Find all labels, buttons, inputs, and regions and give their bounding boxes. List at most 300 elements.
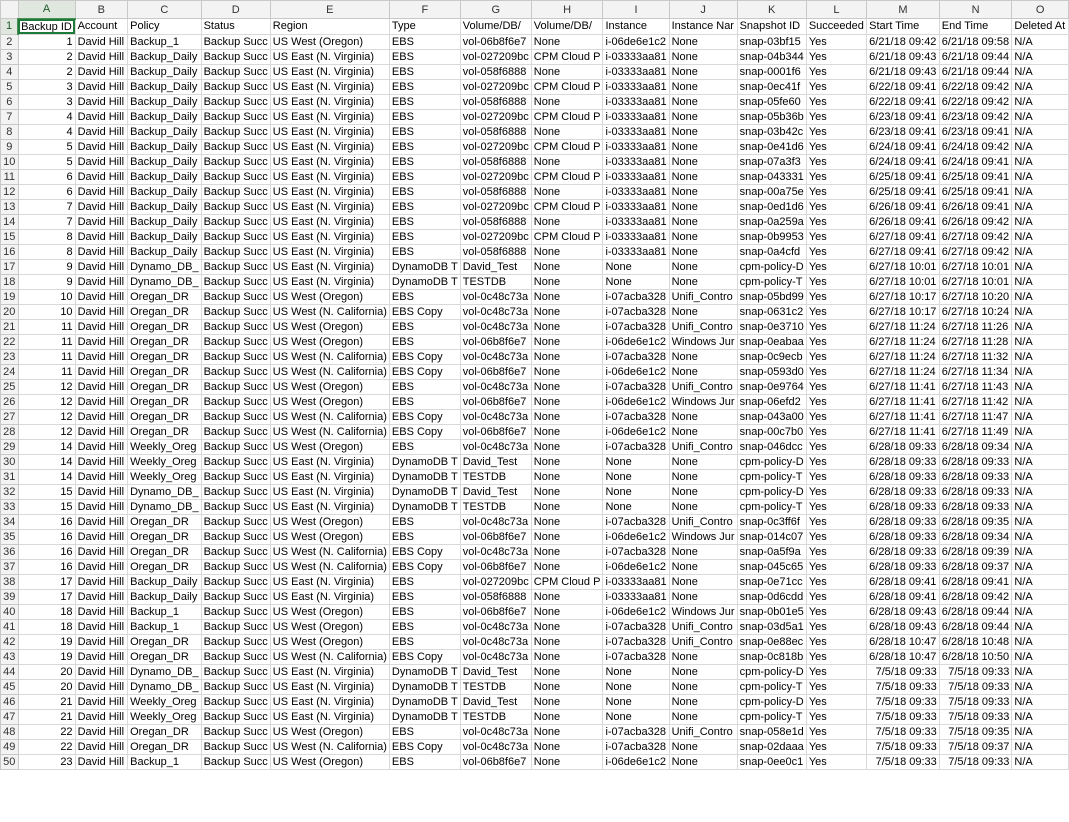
cell-m13[interactable]: 6/26/18 09:41 xyxy=(867,199,940,214)
row-header[interactable]: 11 xyxy=(1,169,19,184)
cell-m34[interactable]: 6/28/18 09:33 xyxy=(867,514,940,529)
cell-m43[interactable]: 6/28/18 10:47 xyxy=(867,649,940,664)
cell-f35[interactable]: EBS xyxy=(389,529,460,544)
cell-e44[interactable]: US East (N. Virginia) xyxy=(270,664,389,679)
cell-j23[interactable]: None xyxy=(669,349,737,364)
cell-h3[interactable]: CPM Cloud P xyxy=(531,49,603,64)
cell-o9[interactable]: N/A xyxy=(1012,139,1069,154)
cell-a37[interactable]: 16 xyxy=(18,559,75,574)
cell-a18[interactable]: 9 xyxy=(18,274,75,289)
row-header[interactable]: 12 xyxy=(1,184,19,199)
cell-o26[interactable]: N/A xyxy=(1012,394,1069,409)
row-header[interactable]: 43 xyxy=(1,649,19,664)
cell-n26[interactable]: 6/27/18 11:42 xyxy=(939,394,1012,409)
cell-i48[interactable]: i-07acba328 xyxy=(603,724,669,739)
cell-n23[interactable]: 6/27/18 11:32 xyxy=(939,349,1012,364)
cell-b38[interactable]: David Hill xyxy=(75,574,128,589)
cell-h17[interactable]: None xyxy=(531,259,603,274)
row-header[interactable]: 47 xyxy=(1,709,19,724)
cell-o22[interactable]: N/A xyxy=(1012,334,1069,349)
cell-a39[interactable]: 17 xyxy=(18,589,75,604)
cell-l26[interactable]: Yes xyxy=(806,394,866,409)
cell-g31[interactable]: TESTDB xyxy=(460,469,531,484)
cell-m11[interactable]: 6/25/18 09:41 xyxy=(867,169,940,184)
cell-f31[interactable]: DynamoDB T xyxy=(389,469,460,484)
cell-f50[interactable]: EBS xyxy=(389,754,460,769)
cell-d24[interactable]: Backup Succ xyxy=(201,364,270,379)
cell-k31[interactable]: cpm-policy-T xyxy=(737,469,806,484)
cell-d15[interactable]: Backup Succ xyxy=(201,229,270,244)
cell-h9[interactable]: CPM Cloud P xyxy=(531,139,603,154)
cell-k2[interactable]: snap-03bf15 xyxy=(737,34,806,49)
cell-a27[interactable]: 12 xyxy=(18,409,75,424)
cell-j34[interactable]: Unifi_Contro xyxy=(669,514,737,529)
cell-h40[interactable]: None xyxy=(531,604,603,619)
cell-i14[interactable]: i-03333aa81 xyxy=(603,214,669,229)
cell-i11[interactable]: i-03333aa81 xyxy=(603,169,669,184)
row-header[interactable]: 15 xyxy=(1,229,19,244)
cell-e20[interactable]: US West (N. California) xyxy=(270,304,389,319)
cell-f34[interactable]: EBS xyxy=(389,514,460,529)
cell-b21[interactable]: David Hill xyxy=(75,319,128,334)
cell-d40[interactable]: Backup Succ xyxy=(201,604,270,619)
cell-h8[interactable]: None xyxy=(531,124,603,139)
cell-e38[interactable]: US East (N. Virginia) xyxy=(270,574,389,589)
cell-f10[interactable]: EBS xyxy=(389,154,460,169)
cell-j39[interactable]: None xyxy=(669,589,737,604)
cell-g13[interactable]: vol-027209bc xyxy=(460,199,531,214)
cell-a14[interactable]: 7 xyxy=(18,214,75,229)
cell-m42[interactable]: 6/28/18 10:47 xyxy=(867,634,940,649)
cell-o4[interactable]: N/A xyxy=(1012,64,1069,79)
cell-b35[interactable]: David Hill xyxy=(75,529,128,544)
cell-c44[interactable]: Dynamo_DB_ xyxy=(128,664,201,679)
cell-b19[interactable]: David Hill xyxy=(75,289,128,304)
cell-c2[interactable]: Backup_1 xyxy=(128,34,201,49)
cell-h48[interactable]: None xyxy=(531,724,603,739)
cell-a42[interactable]: 19 xyxy=(18,634,75,649)
cell-c28[interactable]: Oregan_DR xyxy=(128,424,201,439)
cell-l23[interactable]: Yes xyxy=(806,349,866,364)
cell-k16[interactable]: snap-0a4cfd xyxy=(737,244,806,259)
cell-a16[interactable]: 8 xyxy=(18,244,75,259)
row-header[interactable]: 5 xyxy=(1,79,19,94)
cell-i12[interactable]: i-03333aa81 xyxy=(603,184,669,199)
cell-h24[interactable]: None xyxy=(531,364,603,379)
cell-b36[interactable]: David Hill xyxy=(75,544,128,559)
cell-o27[interactable]: N/A xyxy=(1012,409,1069,424)
cell-l2[interactable]: Yes xyxy=(806,34,866,49)
cell-i8[interactable]: i-03333aa81 xyxy=(603,124,669,139)
cell-o1[interactable]: Deleted At xyxy=(1012,19,1069,35)
cell-f44[interactable]: DynamoDB T xyxy=(389,664,460,679)
cell-n3[interactable]: 6/21/18 09:44 xyxy=(939,49,1012,64)
cell-f29[interactable]: EBS xyxy=(389,439,460,454)
cell-l16[interactable]: Yes xyxy=(806,244,866,259)
cell-e11[interactable]: US East (N. Virginia) xyxy=(270,169,389,184)
cell-j50[interactable]: None xyxy=(669,754,737,769)
row-header[interactable]: 26 xyxy=(1,394,19,409)
cell-d42[interactable]: Backup Succ xyxy=(201,634,270,649)
cell-j5[interactable]: None xyxy=(669,79,737,94)
cell-n34[interactable]: 6/28/18 09:35 xyxy=(939,514,1012,529)
column-header-m[interactable]: M xyxy=(867,1,940,19)
cell-c26[interactable]: Oregan_DR xyxy=(128,394,201,409)
cell-d36[interactable]: Backup Succ xyxy=(201,544,270,559)
cell-g7[interactable]: vol-027209bc xyxy=(460,109,531,124)
cell-f49[interactable]: EBS Copy xyxy=(389,739,460,754)
cell-b50[interactable]: David Hill xyxy=(75,754,128,769)
cell-i29[interactable]: i-07acba328 xyxy=(603,439,669,454)
cell-k24[interactable]: snap-0593d0 xyxy=(737,364,806,379)
cell-o24[interactable]: N/A xyxy=(1012,364,1069,379)
cell-h15[interactable]: CPM Cloud P xyxy=(531,229,603,244)
cell-a7[interactable]: 4 xyxy=(18,109,75,124)
cell-b37[interactable]: David Hill xyxy=(75,559,128,574)
cell-l30[interactable]: Yes xyxy=(806,454,866,469)
cell-c8[interactable]: Backup_Daily xyxy=(128,124,201,139)
cell-n40[interactable]: 6/28/18 09:44 xyxy=(939,604,1012,619)
cell-h30[interactable]: None xyxy=(531,454,603,469)
cell-e16[interactable]: US East (N. Virginia) xyxy=(270,244,389,259)
cell-f8[interactable]: EBS xyxy=(389,124,460,139)
cell-f23[interactable]: EBS Copy xyxy=(389,349,460,364)
cell-e5[interactable]: US East (N. Virginia) xyxy=(270,79,389,94)
cell-g23[interactable]: vol-0c48c73a xyxy=(460,349,531,364)
cell-m16[interactable]: 6/27/18 09:41 xyxy=(867,244,940,259)
cell-d1[interactable]: Status xyxy=(201,19,270,35)
cell-m19[interactable]: 6/27/18 10:17 xyxy=(867,289,940,304)
cell-a2[interactable]: 1 xyxy=(18,34,75,49)
cell-a47[interactable]: 21 xyxy=(18,709,75,724)
cell-o21[interactable]: N/A xyxy=(1012,319,1069,334)
cell-h43[interactable]: None xyxy=(531,649,603,664)
cell-o14[interactable]: N/A xyxy=(1012,214,1069,229)
cell-h42[interactable]: None xyxy=(531,634,603,649)
cell-j27[interactable]: None xyxy=(669,409,737,424)
cell-i6[interactable]: i-03333aa81 xyxy=(603,94,669,109)
cell-e50[interactable]: US West (Oregon) xyxy=(270,754,389,769)
cell-e29[interactable]: US West (Oregon) xyxy=(270,439,389,454)
cell-m35[interactable]: 6/28/18 09:33 xyxy=(867,529,940,544)
cell-j41[interactable]: Unifi_Contro xyxy=(669,619,737,634)
cell-h25[interactable]: None xyxy=(531,379,603,394)
cell-j7[interactable]: None xyxy=(669,109,737,124)
cell-o28[interactable]: N/A xyxy=(1012,424,1069,439)
cell-n4[interactable]: 6/21/18 09:44 xyxy=(939,64,1012,79)
cell-e41[interactable]: US West (Oregon) xyxy=(270,619,389,634)
cell-g2[interactable]: vol-06b8f6e7 xyxy=(460,34,531,49)
cell-l18[interactable]: Yes xyxy=(806,274,866,289)
cell-n1[interactable]: End Time xyxy=(939,19,1012,35)
row-header[interactable]: 31 xyxy=(1,469,19,484)
cell-j24[interactable]: None xyxy=(669,364,737,379)
cell-o44[interactable]: N/A xyxy=(1012,664,1069,679)
cell-n19[interactable]: 6/27/18 10:20 xyxy=(939,289,1012,304)
cell-f42[interactable]: EBS xyxy=(389,634,460,649)
cell-c25[interactable]: Oregan_DR xyxy=(128,379,201,394)
cell-g37[interactable]: vol-06b8f6e7 xyxy=(460,559,531,574)
cell-n35[interactable]: 6/28/18 09:34 xyxy=(939,529,1012,544)
cell-a12[interactable]: 6 xyxy=(18,184,75,199)
cell-n30[interactable]: 6/28/18 09:33 xyxy=(939,454,1012,469)
cell-k18[interactable]: cpm-policy-T xyxy=(737,274,806,289)
cell-i19[interactable]: i-07acba328 xyxy=(603,289,669,304)
cell-d46[interactable]: Backup Succ xyxy=(201,694,270,709)
cell-o46[interactable]: N/A xyxy=(1012,694,1069,709)
cell-d14[interactable]: Backup Succ xyxy=(201,214,270,229)
cell-n29[interactable]: 6/28/18 09:34 xyxy=(939,439,1012,454)
cell-c45[interactable]: Dynamo_DB_ xyxy=(128,679,201,694)
row-header[interactable]: 8 xyxy=(1,124,19,139)
cell-g22[interactable]: vol-06b8f6e7 xyxy=(460,334,531,349)
cell-h14[interactable]: None xyxy=(531,214,603,229)
cell-k38[interactable]: snap-0e71cc xyxy=(737,574,806,589)
row-header[interactable]: 7 xyxy=(1,109,19,124)
cell-i13[interactable]: i-03333aa81 xyxy=(603,199,669,214)
row-header[interactable]: 17 xyxy=(1,259,19,274)
cell-a4[interactable]: 2 xyxy=(18,64,75,79)
cell-d27[interactable]: Backup Succ xyxy=(201,409,270,424)
row-header[interactable]: 10 xyxy=(1,154,19,169)
cell-i34[interactable]: i-07acba328 xyxy=(603,514,669,529)
cell-m22[interactable]: 6/27/18 11:24 xyxy=(867,334,940,349)
cell-i45[interactable]: None xyxy=(603,679,669,694)
cell-o43[interactable]: N/A xyxy=(1012,649,1069,664)
cell-h12[interactable]: None xyxy=(531,184,603,199)
cell-k32[interactable]: cpm-policy-D xyxy=(737,484,806,499)
cell-b43[interactable]: David Hill xyxy=(75,649,128,664)
cell-o38[interactable]: N/A xyxy=(1012,574,1069,589)
cell-f27[interactable]: EBS Copy xyxy=(389,409,460,424)
cell-h23[interactable]: None xyxy=(531,349,603,364)
cell-e19[interactable]: US West (Oregon) xyxy=(270,289,389,304)
cell-o34[interactable]: N/A xyxy=(1012,514,1069,529)
cell-l29[interactable]: Yes xyxy=(806,439,866,454)
cell-k13[interactable]: snap-0ed1d6 xyxy=(737,199,806,214)
cell-e28[interactable]: US West (N. California) xyxy=(270,424,389,439)
cell-l1[interactable]: Succeeded xyxy=(806,19,866,35)
cell-c6[interactable]: Backup_Daily xyxy=(128,94,201,109)
cell-g28[interactable]: vol-06b8f6e7 xyxy=(460,424,531,439)
cell-j35[interactable]: Windows Jur xyxy=(669,529,737,544)
cell-h7[interactable]: CPM Cloud P xyxy=(531,109,603,124)
cell-j42[interactable]: Unifi_Contro xyxy=(669,634,737,649)
cell-j31[interactable]: None xyxy=(669,469,737,484)
cell-d9[interactable]: Backup Succ xyxy=(201,139,270,154)
column-header-c[interactable]: C xyxy=(128,1,201,19)
cell-j26[interactable]: Windows Jur xyxy=(669,394,737,409)
cell-m10[interactable]: 6/24/18 09:41 xyxy=(867,154,940,169)
cell-m20[interactable]: 6/27/18 10:17 xyxy=(867,304,940,319)
cell-i10[interactable]: i-03333aa81 xyxy=(603,154,669,169)
cell-b25[interactable]: David Hill xyxy=(75,379,128,394)
column-header-b[interactable]: B xyxy=(75,1,128,19)
cell-o40[interactable]: N/A xyxy=(1012,604,1069,619)
cell-k9[interactable]: snap-0e41d6 xyxy=(737,139,806,154)
cell-h38[interactable]: CPM Cloud P xyxy=(531,574,603,589)
column-header-e[interactable]: E xyxy=(270,1,389,19)
cell-n13[interactable]: 6/26/18 09:41 xyxy=(939,199,1012,214)
cell-j14[interactable]: None xyxy=(669,214,737,229)
cell-i43[interactable]: i-07acba328 xyxy=(603,649,669,664)
cell-o10[interactable]: N/A xyxy=(1012,154,1069,169)
cell-h20[interactable]: None xyxy=(531,304,603,319)
cell-c35[interactable]: Oregan_DR xyxy=(128,529,201,544)
cell-a46[interactable]: 21 xyxy=(18,694,75,709)
cell-d39[interactable]: Backup Succ xyxy=(201,589,270,604)
cell-b44[interactable]: David Hill xyxy=(75,664,128,679)
row-header[interactable]: 39 xyxy=(1,589,19,604)
row-header[interactable]: 9 xyxy=(1,139,19,154)
cell-j20[interactable]: None xyxy=(669,304,737,319)
cell-n33[interactable]: 6/28/18 09:33 xyxy=(939,499,1012,514)
cell-l25[interactable]: Yes xyxy=(806,379,866,394)
cell-g48[interactable]: vol-0c48c73a xyxy=(460,724,531,739)
cell-n41[interactable]: 6/28/18 09:44 xyxy=(939,619,1012,634)
cell-j48[interactable]: Unifi_Contro xyxy=(669,724,737,739)
cell-k3[interactable]: snap-04b344 xyxy=(737,49,806,64)
cell-b13[interactable]: David Hill xyxy=(75,199,128,214)
cell-c16[interactable]: Backup_Daily xyxy=(128,244,201,259)
cell-n39[interactable]: 6/28/18 09:42 xyxy=(939,589,1012,604)
cell-g12[interactable]: vol-058f6888 xyxy=(460,184,531,199)
cell-l27[interactable]: Yes xyxy=(806,409,866,424)
cell-m37[interactable]: 6/28/18 09:33 xyxy=(867,559,940,574)
row-header[interactable]: 38 xyxy=(1,574,19,589)
cell-c37[interactable]: Oregan_DR xyxy=(128,559,201,574)
cell-o32[interactable]: N/A xyxy=(1012,484,1069,499)
cell-h29[interactable]: None xyxy=(531,439,603,454)
cell-e45[interactable]: US East (N. Virginia) xyxy=(270,679,389,694)
cell-d8[interactable]: Backup Succ xyxy=(201,124,270,139)
cell-j44[interactable]: None xyxy=(669,664,737,679)
cell-g3[interactable]: vol-027209bc xyxy=(460,49,531,64)
cell-f14[interactable]: EBS xyxy=(389,214,460,229)
cell-n31[interactable]: 6/28/18 09:33 xyxy=(939,469,1012,484)
cell-e10[interactable]: US East (N. Virginia) xyxy=(270,154,389,169)
cell-g17[interactable]: David_Test xyxy=(460,259,531,274)
cell-m5[interactable]: 6/22/18 09:41 xyxy=(867,79,940,94)
column-header-l[interactable]: L xyxy=(806,1,866,19)
cell-c1[interactable]: Policy xyxy=(128,19,201,35)
cell-l36[interactable]: Yes xyxy=(806,544,866,559)
cell-d6[interactable]: Backup Succ xyxy=(201,94,270,109)
cell-h13[interactable]: CPM Cloud P xyxy=(531,199,603,214)
cell-g21[interactable]: vol-0c48c73a xyxy=(460,319,531,334)
cell-l4[interactable]: Yes xyxy=(806,64,866,79)
cell-i44[interactable]: None xyxy=(603,664,669,679)
cell-h6[interactable]: None xyxy=(531,94,603,109)
row-header[interactable]: 13 xyxy=(1,199,19,214)
cell-i22[interactable]: i-06de6e1c2 xyxy=(603,334,669,349)
cell-c15[interactable]: Backup_Daily xyxy=(128,229,201,244)
cell-i36[interactable]: i-07acba328 xyxy=(603,544,669,559)
cell-a21[interactable]: 11 xyxy=(18,319,75,334)
cell-l21[interactable]: Yes xyxy=(806,319,866,334)
row-header[interactable]: 3 xyxy=(1,49,19,64)
cell-l12[interactable]: Yes xyxy=(806,184,866,199)
row-header[interactable]: 50 xyxy=(1,754,19,769)
cell-o3[interactable]: N/A xyxy=(1012,49,1069,64)
cell-j21[interactable]: Unifi_Contro xyxy=(669,319,737,334)
cell-m47[interactable]: 7/5/18 09:33 xyxy=(867,709,940,724)
cell-k25[interactable]: snap-0e9764 xyxy=(737,379,806,394)
row-header[interactable]: 41 xyxy=(1,619,19,634)
cell-o41[interactable]: N/A xyxy=(1012,619,1069,634)
cell-l28[interactable]: Yes xyxy=(806,424,866,439)
cell-i24[interactable]: i-06de6e1c2 xyxy=(603,364,669,379)
cell-m6[interactable]: 6/22/18 09:41 xyxy=(867,94,940,109)
cell-g39[interactable]: vol-058f6888 xyxy=(460,589,531,604)
cell-f28[interactable]: EBS Copy xyxy=(389,424,460,439)
cell-f47[interactable]: DynamoDB T xyxy=(389,709,460,724)
cell-l50[interactable]: Yes xyxy=(806,754,866,769)
cell-k28[interactable]: snap-00c7b0 xyxy=(737,424,806,439)
cell-c20[interactable]: Oregan_DR xyxy=(128,304,201,319)
cell-j47[interactable]: None xyxy=(669,709,737,724)
cell-n50[interactable]: 7/5/18 09:33 xyxy=(939,754,1012,769)
cell-d21[interactable]: Backup Succ xyxy=(201,319,270,334)
cell-f17[interactable]: DynamoDB T xyxy=(389,259,460,274)
cell-l46[interactable]: Yes xyxy=(806,694,866,709)
cell-f4[interactable]: EBS xyxy=(389,64,460,79)
cell-h2[interactable]: None xyxy=(531,34,603,49)
cell-a32[interactable]: 15 xyxy=(18,484,75,499)
cell-n16[interactable]: 6/27/18 09:42 xyxy=(939,244,1012,259)
cell-d41[interactable]: Backup Succ xyxy=(201,619,270,634)
cell-c23[interactable]: Oregan_DR xyxy=(128,349,201,364)
cell-d48[interactable]: Backup Succ xyxy=(201,724,270,739)
cell-n17[interactable]: 6/27/18 10:01 xyxy=(939,259,1012,274)
cell-d3[interactable]: Backup Succ xyxy=(201,49,270,64)
cell-c5[interactable]: Backup_Daily xyxy=(128,79,201,94)
cell-m32[interactable]: 6/28/18 09:33 xyxy=(867,484,940,499)
cell-k5[interactable]: snap-0ec41f xyxy=(737,79,806,94)
cell-d16[interactable]: Backup Succ xyxy=(201,244,270,259)
cell-n24[interactable]: 6/27/18 11:34 xyxy=(939,364,1012,379)
cell-e39[interactable]: US East (N. Virginia) xyxy=(270,589,389,604)
cell-a34[interactable]: 16 xyxy=(18,514,75,529)
cell-g10[interactable]: vol-058f6888 xyxy=(460,154,531,169)
cell-l15[interactable]: Yes xyxy=(806,229,866,244)
cell-m45[interactable]: 7/5/18 09:33 xyxy=(867,679,940,694)
row-header[interactable]: 44 xyxy=(1,664,19,679)
cell-a10[interactable]: 5 xyxy=(18,154,75,169)
cell-a36[interactable]: 16 xyxy=(18,544,75,559)
cell-n48[interactable]: 7/5/18 09:35 xyxy=(939,724,1012,739)
cell-k39[interactable]: snap-0d6cdd xyxy=(737,589,806,604)
cell-f20[interactable]: EBS Copy xyxy=(389,304,460,319)
cell-e4[interactable]: US East (N. Virginia) xyxy=(270,64,389,79)
cell-c34[interactable]: Oregan_DR xyxy=(128,514,201,529)
cell-m2[interactable]: 6/21/18 09:42 xyxy=(867,34,940,49)
cell-e23[interactable]: US West (N. California) xyxy=(270,349,389,364)
cell-c41[interactable]: Backup_1 xyxy=(128,619,201,634)
cell-k47[interactable]: cpm-policy-T xyxy=(737,709,806,724)
cell-d22[interactable]: Backup Succ xyxy=(201,334,270,349)
cell-m24[interactable]: 6/27/18 11:24 xyxy=(867,364,940,379)
cell-k44[interactable]: cpm-policy-D xyxy=(737,664,806,679)
row-header[interactable]: 29 xyxy=(1,439,19,454)
cell-b6[interactable]: David Hill xyxy=(75,94,128,109)
cell-m12[interactable]: 6/25/18 09:41 xyxy=(867,184,940,199)
cell-k12[interactable]: snap-00a75e xyxy=(737,184,806,199)
cell-f21[interactable]: EBS xyxy=(389,319,460,334)
cell-m30[interactable]: 6/28/18 09:33 xyxy=(867,454,940,469)
cell-a9[interactable]: 5 xyxy=(18,139,75,154)
cell-n10[interactable]: 6/24/18 09:41 xyxy=(939,154,1012,169)
